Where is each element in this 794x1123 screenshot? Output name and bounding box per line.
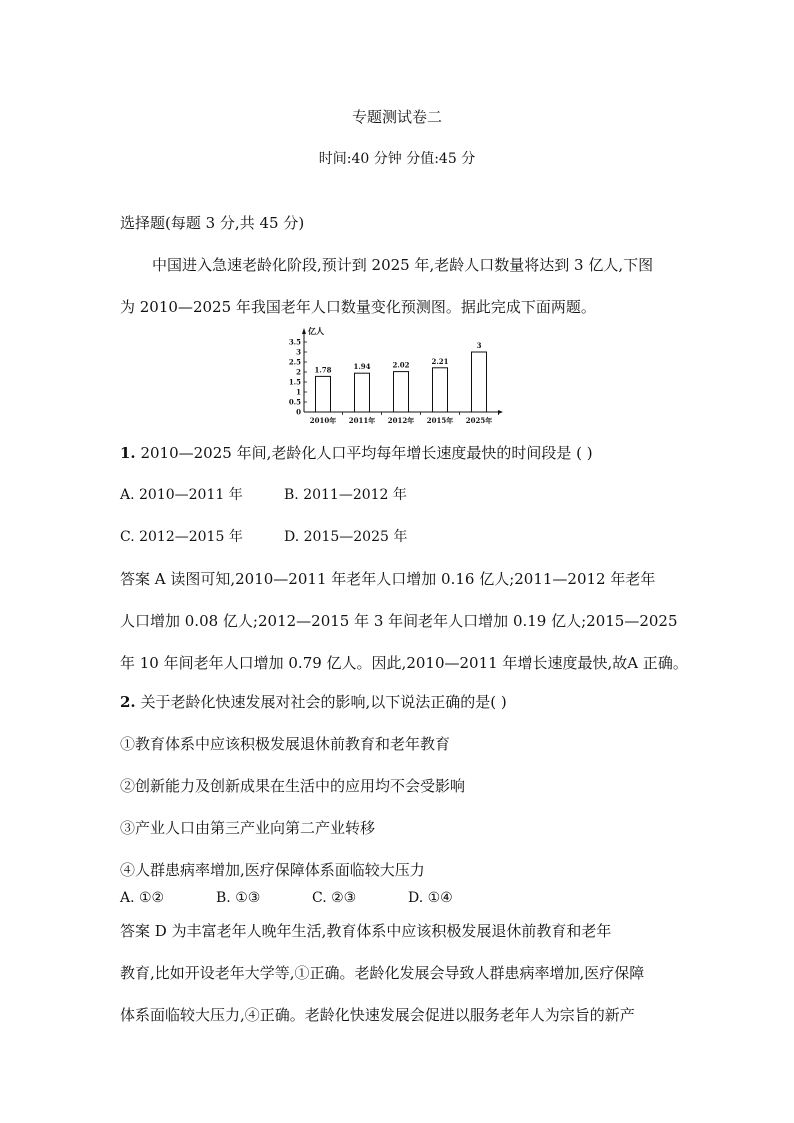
population-chart [270,320,510,430]
question-1-number: 1. [120,444,136,462]
x-tick-label: 2025年 [465,416,493,425]
x-tick-label: 2011年 [348,416,376,425]
q1-answer-line-2: 人口增加 0.08 亿人;2012—2015 年 3 年间老年人口增加 0.19 亿人;2015—2025 [120,612,678,630]
q2-item-4: ④人群患病率增加,医疗保障体系面临较大压力 [120,861,425,879]
q1-answer-line-1: 答案 A 读图可知,2010—2011 年老年人口增加 0.16 亿人;2011—2012 年老年 [120,570,656,588]
intro-line-2: 为 2010—2025 年我国老年人口数量变化预测图。据此完成下面两题。 [120,298,596,316]
q1-option-a: A. 2010—2011 年 [120,487,243,503]
chart-svg [270,320,510,430]
q2-answer-line-2: 教育,比如开设老年大学等,①正确。老龄化发展会导致人群患病率增加,医疗保障 [120,964,645,982]
section-heading: 选择题(每题 3 分,共 45 分) [120,214,305,232]
page-title: 专题测试卷二 [351,108,442,126]
bar [316,376,331,412]
x-tick-label: 2012年 [387,416,415,425]
q2-item-1: ①教育体系中应该积极发展退休前教育和老年教育 [120,735,451,753]
intro-line-1: 中国进入急速老龄化阶段,预计到 2025 年,老龄人口数量将达到 3 亿人,下图 [152,256,654,274]
bar-data-label: 1.78 [314,365,332,375]
q2-option-c: C. ②③ [312,890,357,906]
q1-option-c: C. 2012—2015 年 [120,529,243,545]
exam-meta: 时间:40 分钟 分值:45 分 [318,151,476,167]
bar-data-label: 1.94 [353,362,371,372]
x-tick-label: 2010年 [309,416,337,425]
q1-option-b: B. 2011—2012 年 [284,487,407,503]
q2-answer-line-3: 体系面临较大压力,④正确。老龄化快速发展会促进以服务老年人为宗旨的新产 [120,1006,635,1024]
q2-item-3: ③产业人口由第三产业向第二产业转移 [120,819,376,837]
y-tick-label: 1 [296,387,301,397]
q1-answer-line-3: 年 10 年间老年人口增加 0.79 亿人。因此,2010—2011 年增长速度最快,故A 正确。 [120,654,688,672]
y-tick-label: 0.5 [288,397,301,407]
question-2-stem: 关于老龄化快速发展对社会的影响,以下说法正确的是( ) [140,693,507,711]
x-tick-label: 2015年 [426,416,454,425]
bar [433,368,448,412]
bar [394,372,409,412]
y-tick-label: 3 [296,347,301,357]
y-tick-label: 2 [296,367,301,377]
q1-option-d: D. 2015—2025 年 [284,529,408,545]
bar-data-label: 3 [476,341,482,350]
bar [355,373,370,412]
question-2-number: 2. [120,693,136,711]
y-axis-label: 亿人 [308,326,324,336]
q2-option-b: B. ①③ [216,890,261,906]
q2-answer-line-1: 答案 D 为丰富老年人晚年生活,教育体系中应该积极发展退休前教育和老年 [120,922,612,940]
y-tick-label: 2.5 [288,357,301,367]
question-2 [120,693,507,711]
y-tick-label: 0 [296,407,301,417]
q2-option-d: D. ①④ [408,890,453,906]
bar [472,352,487,412]
y-tick-label: 1.5 [288,377,301,387]
bar-data-label: 2.21 [431,356,449,366]
q2-item-2: ②创新能力及创新成果在生活中的应用均不会受影响 [120,777,466,795]
q2-option-a: A. ①② [120,890,165,906]
question-1 [120,444,593,462]
question-1-stem: 2010—2025 年间,老龄化人口平均每年增长速度最快的时间段是 ( ) [140,444,593,462]
y-axis-arrow [302,328,306,334]
y-tick-label: 3.5 [288,337,301,347]
bar-data-label: 2.02 [392,360,410,370]
